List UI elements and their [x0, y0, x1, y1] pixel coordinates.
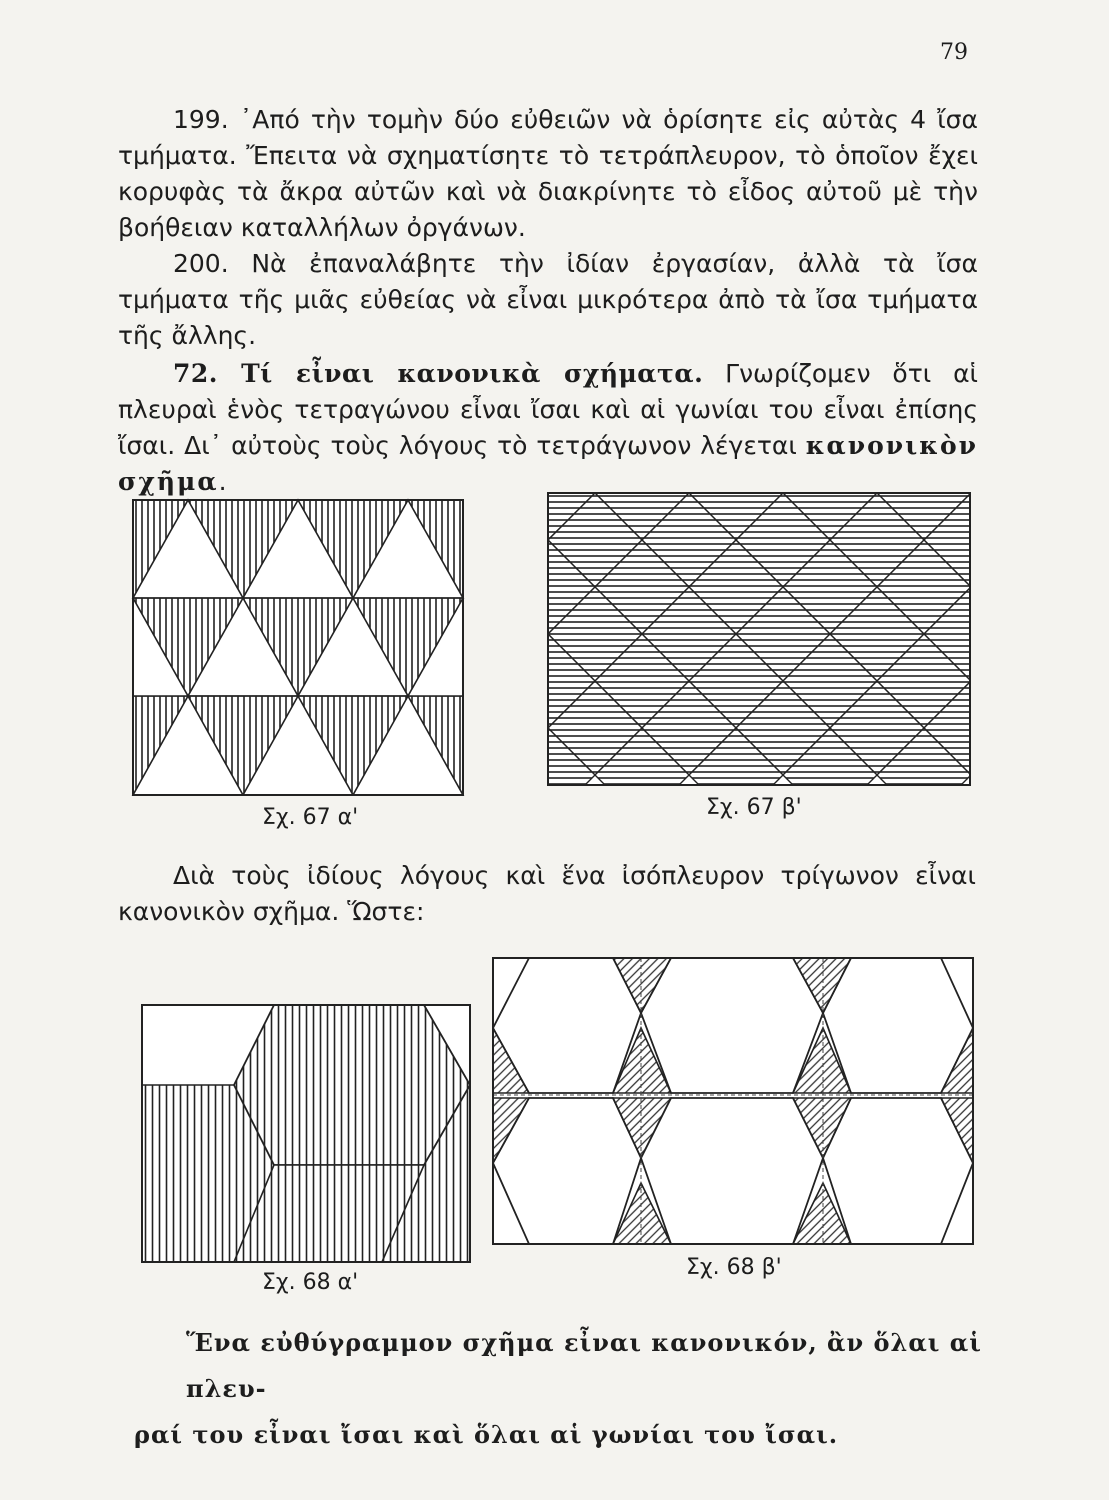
caption-68b: Σχ. 68 β' — [686, 1255, 782, 1280]
figure-67a — [133, 500, 463, 795]
figure-68a — [142, 1005, 470, 1262]
section-body-start: Γνωρίζομεν ὅτι αἱ πλευραὶ ἑνὸς τετραγώνου εἶναι ἴσαι καὶ αἱ γωνίαι του εἶναι ἐπίσης ἴσαι. Δι᾿ αὐτοὺς τοὺς λόγους τὸ τετράγωνον λέγεται — [118, 359, 979, 460]
section-72 — [118, 356, 978, 500]
exercise-200: 200. Νὰ ἐπαναλάβητε τὴν ἰδίαν ἐργασίαν, ἀλλὰ τὰ ἴσα τμήματα τῆς μιᾶς εὐθείας νὰ εἶναι μικρότερα ἀπὸ τὰ ἴσα τμήματα τῆς ἄλλης. — [118, 249, 978, 350]
definition-rule — [134, 1320, 986, 1458]
section-heading: 72. Τί εἶναι κανονικὰ σχήματα. — [173, 359, 704, 388]
exercise-199: 199. ᾿Από τὴν τομὴν δύο εὐθειῶν νὰ ὁρίσητε εἰς αὐτὰς 4 ἴσα τμήματα. Ἔπειτα νὰ σχηματίσητε τὸ τετράπλευρον, τὸ ὁποῖον ἔχει κορυφὰς τὰ ἄκρα αὐτῶν καὶ νὰ διακρίνητε τὸ εἶδος αὐτοῦ μὲ τὴν βοήθειαν καταλλήλων ὀργάνων. — [118, 105, 978, 242]
exercises-block — [118, 102, 978, 500]
section-term: κανονικὸν σχῆμα — [118, 431, 978, 496]
section-body-end: . — [218, 467, 227, 496]
caption-67a: Σχ. 67 α' — [262, 805, 359, 830]
rule-line-2: ραί του εἶναι ἴσαι καὶ ὅλαι αἱ γωνίαι του ἴσαι. — [134, 1420, 839, 1449]
rule-line-1: Ἕνα εὐθύγραμμον σχῆμα εἶναι κανονικόν, ἂν ὅλαι αἱ πλευ- — [186, 1328, 982, 1403]
caption-67b: Σχ. 67 β' — [706, 795, 802, 820]
page-number: 79 — [940, 40, 968, 65]
figure-67b — [548, 493, 970, 785]
figure-68b — [493, 958, 973, 1244]
hexagon — [234, 1005, 470, 1165]
paragraph-triangle: Διὰ τοὺς ἰδίους λόγους καὶ ἕνα ἰσόπλευρον τρίγωνον εἶναι κανονικὸν σχῆμα. Ὥστε: — [118, 861, 976, 926]
caption-68a: Σχ. 68 α' — [262, 1270, 359, 1295]
